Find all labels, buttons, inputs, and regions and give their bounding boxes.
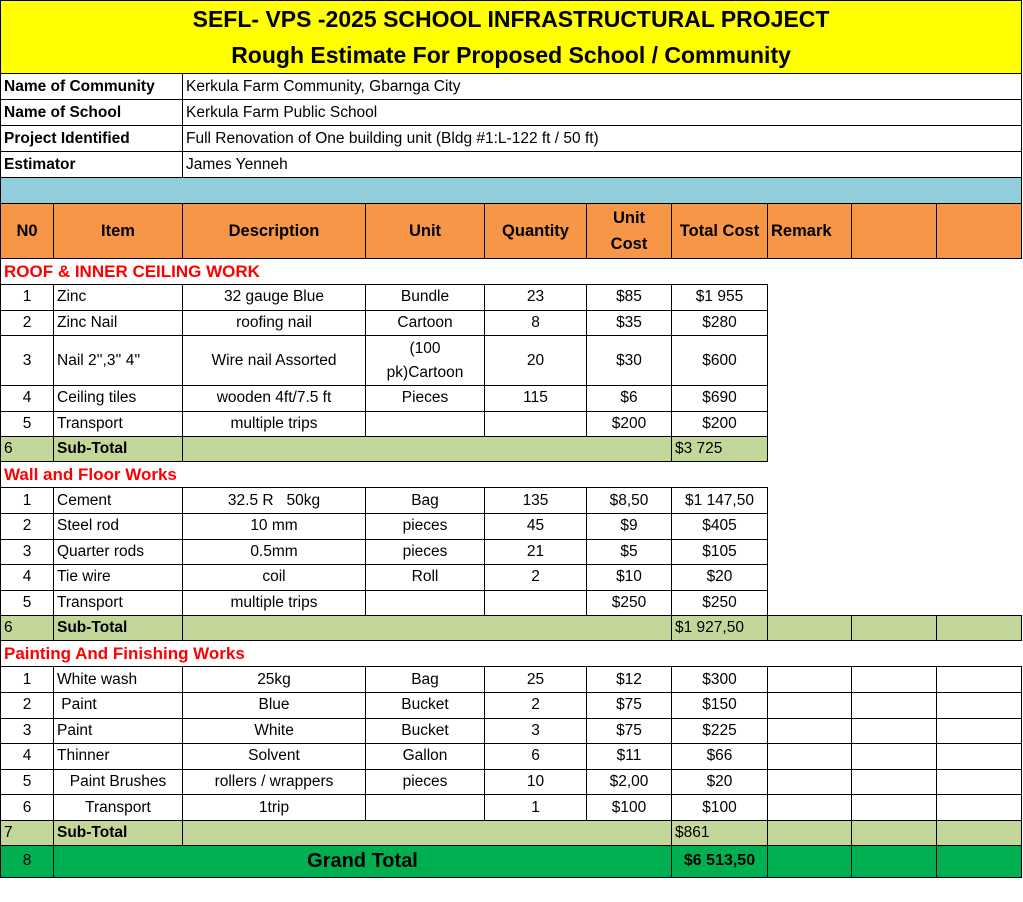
row-extra[interactable] xyxy=(937,769,1022,795)
row-item[interactable]: Steel rod xyxy=(54,513,183,539)
info-value[interactable]: Kerkula Farm Public School xyxy=(183,100,1022,126)
row-total[interactable]: $280 xyxy=(672,310,768,336)
row-unit[interactable]: Pieces xyxy=(366,386,485,412)
spacer-cell xyxy=(1,178,1022,204)
row-total[interactable]: $20 xyxy=(672,565,768,591)
row-quantity[interactable]: 23 xyxy=(485,285,587,311)
row-item[interactable]: Transport xyxy=(54,590,183,616)
header-description[interactable]: Description xyxy=(183,204,366,259)
row-unit[interactable] xyxy=(366,590,485,616)
row-unit-cost[interactable]: $2,00 xyxy=(587,769,672,795)
row-unit-cost[interactable]: $9 xyxy=(587,513,672,539)
row-unit[interactable]: Gallon xyxy=(366,744,485,770)
subtotal-empty[interactable] xyxy=(183,437,672,462)
row-unit[interactable] xyxy=(366,336,485,386)
row-unit[interactable]: Bucket xyxy=(366,692,485,718)
grand-total-amount[interactable]: $6 513,50 xyxy=(672,845,768,877)
row-unit-cost[interactable]: $10 xyxy=(587,565,672,591)
section-title[interactable]: ROOF & INNER CEILING WORK xyxy=(1,259,1022,285)
row-no[interactable]: 3 xyxy=(1,336,54,386)
row-total[interactable]: $600 xyxy=(672,336,768,386)
row-description[interactable]: rollers / wrappers xyxy=(183,769,366,795)
row-description[interactable]: 0.5mm xyxy=(183,539,366,565)
header-unit-cost-line2: Cost xyxy=(610,235,648,253)
row-quantity[interactable]: 10 xyxy=(485,769,587,795)
info-label[interactable]: Estimator xyxy=(1,152,183,178)
empty-cell xyxy=(768,539,1022,565)
row-total[interactable]: $405 xyxy=(672,513,768,539)
row-unit-cost[interactable]: $8,50 xyxy=(587,488,672,514)
row-description[interactable]: wooden 4ft/7.5 ft xyxy=(183,386,366,412)
row-item[interactable]: Quarter rods xyxy=(54,539,183,565)
row-unit-cost[interactable]: $6 xyxy=(587,386,672,412)
row-item[interactable]: Ceiling tiles xyxy=(54,386,183,412)
info-label[interactable]: Name of Community xyxy=(1,74,183,100)
row-unit[interactable]: Bundle xyxy=(366,285,485,311)
row-no[interactable]: 2 xyxy=(1,513,54,539)
empty-cell xyxy=(768,488,1022,514)
row-item[interactable]: Paint xyxy=(54,692,183,718)
table-row xyxy=(1,744,1022,770)
row-unit[interactable]: Roll xyxy=(366,565,485,591)
subtotal-remark[interactable] xyxy=(768,616,852,641)
row-remark[interactable] xyxy=(768,744,852,770)
subtotal-no[interactable]: 6 xyxy=(1,616,54,641)
subtotal-no[interactable]: 7 xyxy=(1,820,54,845)
row-description[interactable]: Blue xyxy=(183,692,366,718)
row-description[interactable]: 1trip xyxy=(183,795,366,821)
row-total[interactable]: $66 xyxy=(672,744,768,770)
row-unit[interactable]: Bag xyxy=(366,488,485,514)
row-unit-cost[interactable]: $100 xyxy=(587,795,672,821)
row-item[interactable]: Paint xyxy=(54,718,183,744)
row-extra[interactable] xyxy=(937,795,1022,821)
row-no[interactable]: 1 xyxy=(1,667,54,693)
row-total[interactable]: $300 xyxy=(672,667,768,693)
header-item[interactable]: Item xyxy=(54,204,183,259)
section-title[interactable]: Painting And Finishing Works xyxy=(1,641,1022,667)
grand-total-label[interactable]: Grand Total xyxy=(54,845,672,877)
row-unit[interactable] xyxy=(366,795,485,821)
row-total[interactable]: $200 xyxy=(672,411,768,437)
table-row xyxy=(1,488,1022,514)
row-unit[interactable]: pieces xyxy=(366,769,485,795)
row-quantity[interactable]: 8 xyxy=(485,310,587,336)
row-remark[interactable] xyxy=(768,692,852,718)
row-quantity[interactable]: 21 xyxy=(485,539,587,565)
row-description[interactable]: Solvent xyxy=(183,744,366,770)
row-total[interactable]: $20 xyxy=(672,769,768,795)
row-total[interactable]: $100 xyxy=(672,795,768,821)
row-remark[interactable] xyxy=(768,769,852,795)
row-extra[interactable] xyxy=(852,744,937,770)
row-unit[interactable] xyxy=(366,411,485,437)
table-row xyxy=(1,565,1022,591)
row-unit[interactable]: Cartoon xyxy=(366,310,485,336)
row-unit-cost[interactable]: $5 xyxy=(587,539,672,565)
subtotal-empty[interactable] xyxy=(183,616,672,641)
row-item[interactable]: Zinc Nail xyxy=(54,310,183,336)
row-description[interactable]: Wire nail Assorted xyxy=(183,336,366,386)
row-total[interactable]: $225 xyxy=(672,718,768,744)
empty-cell xyxy=(768,565,1022,591)
row-item[interactable]: Transport xyxy=(54,795,183,821)
row-quantity[interactable]: 2 xyxy=(485,692,587,718)
row-quantity[interactable] xyxy=(485,590,587,616)
row-extra[interactable] xyxy=(852,692,937,718)
table-row xyxy=(1,590,1022,616)
subtotal-no[interactable]: 6 xyxy=(1,437,54,462)
row-no[interactable]: 4 xyxy=(1,565,54,591)
row-extra[interactable] xyxy=(937,718,1022,744)
empty-cell xyxy=(768,590,1022,616)
info-row xyxy=(1,100,1022,126)
table-row xyxy=(1,411,1022,437)
section-title-row xyxy=(1,462,1022,488)
table-row xyxy=(1,386,1022,412)
row-description[interactable]: White xyxy=(183,718,366,744)
row-remark[interactable] xyxy=(768,667,852,693)
row-description[interactable]: 25kg xyxy=(183,667,366,693)
row-extra[interactable] xyxy=(852,718,937,744)
row-extra[interactable] xyxy=(852,795,937,821)
row-no[interactable]: 3 xyxy=(1,539,54,565)
row-no[interactable]: 5 xyxy=(1,411,54,437)
row-unit-cost[interactable]: $35 xyxy=(587,310,672,336)
row-item[interactable]: Thinner xyxy=(54,744,183,770)
row-quantity[interactable]: 6 xyxy=(485,744,587,770)
header-empty-cell[interactable] xyxy=(937,204,1022,259)
header-empty-cell[interactable] xyxy=(852,204,937,259)
row-item[interactable]: Cement xyxy=(54,488,183,514)
row-description[interactable]: 32.5 R 50kg xyxy=(183,488,366,514)
row-unit[interactable]: pieces xyxy=(366,513,485,539)
subtotal-total[interactable]: $1 927,50 xyxy=(672,616,768,641)
section-title-row xyxy=(1,641,1022,667)
row-no[interactable]: 1 xyxy=(1,488,54,514)
row-item[interactable]: Zinc xyxy=(54,285,183,311)
row-item[interactable]: Tie wire xyxy=(54,565,183,591)
row-unit-cost[interactable]: $30 xyxy=(587,336,672,386)
row-unit-cost[interactable]: $11 xyxy=(587,744,672,770)
empty-cell xyxy=(768,437,1022,462)
row-description[interactable]: multiple trips xyxy=(183,590,366,616)
row-quantity[interactable] xyxy=(485,411,587,437)
header-remark[interactable]: Remark xyxy=(768,204,852,259)
header-quantity[interactable]: Quantity xyxy=(485,204,587,259)
grand-total-remark[interactable] xyxy=(768,845,852,877)
row-unit-cost[interactable]: $75 xyxy=(587,718,672,744)
subtotal-empty[interactable] xyxy=(183,820,672,845)
row-extra[interactable] xyxy=(937,692,1022,718)
row-total[interactable]: $150 xyxy=(672,692,768,718)
row-no[interactable]: 5 xyxy=(1,769,54,795)
row-total[interactable]: $1 147,50 xyxy=(672,488,768,514)
header-unit-cost-line1: Unit xyxy=(612,209,646,227)
row-no[interactable]: 1 xyxy=(1,285,54,311)
section-title[interactable]: Wall and Floor Works xyxy=(1,462,1022,488)
row-unit-line2: pk)Cartoon xyxy=(386,363,464,381)
row-total[interactable]: $1 955 xyxy=(672,285,768,311)
table-row xyxy=(1,285,1022,311)
subtotal-remark[interactable] xyxy=(768,820,852,845)
subtotal-extra[interactable] xyxy=(852,820,937,845)
row-no[interactable]: 4 xyxy=(1,386,54,412)
empty-cell xyxy=(768,386,1022,412)
row-remark[interactable] xyxy=(768,718,852,744)
info-label[interactable]: Project Identified xyxy=(1,126,183,152)
row-unit[interactable]: pieces xyxy=(366,539,485,565)
row-extra[interactable] xyxy=(937,667,1022,693)
section-title-row xyxy=(1,259,1022,285)
subtotal-label[interactable]: Sub-Total xyxy=(54,820,183,845)
subtotal-label[interactable]: Sub-Total xyxy=(54,616,183,641)
row-no[interactable]: 3 xyxy=(1,718,54,744)
banner-title xyxy=(1,1,1022,74)
empty-cell xyxy=(768,513,1022,539)
row-quantity[interactable]: 25 xyxy=(485,667,587,693)
grand-total-extra[interactable] xyxy=(937,845,1022,877)
row-unit-cost[interactable]: $75 xyxy=(587,692,672,718)
row-quantity[interactable]: 135 xyxy=(485,488,587,514)
row-description[interactable]: 32 gauge Blue xyxy=(183,285,366,311)
subtotal-row xyxy=(1,616,1022,641)
row-unit-line1: (100 xyxy=(409,339,441,357)
table-row xyxy=(1,769,1022,795)
row-unit-cost[interactable]: $85 xyxy=(587,285,672,311)
row-item[interactable]: Nail 2'',3'' 4'' xyxy=(54,336,183,386)
subtotal-extra[interactable] xyxy=(852,616,937,641)
row-no[interactable]: 5 xyxy=(1,590,54,616)
row-unit[interactable]: Bucket xyxy=(366,718,485,744)
subtotal-total[interactable]: $3 725 xyxy=(672,437,768,462)
header-row xyxy=(1,204,1022,259)
row-unit-cost[interactable]: $12 xyxy=(587,667,672,693)
row-no[interactable]: 2 xyxy=(1,310,54,336)
subtotal-row xyxy=(1,820,1022,845)
row-description[interactable]: multiple trips xyxy=(183,411,366,437)
row-item[interactable]: White wash xyxy=(54,667,183,693)
row-description[interactable]: 10 mm xyxy=(183,513,366,539)
empty-cell xyxy=(768,336,1022,386)
table-row xyxy=(1,310,1022,336)
subtotal-label[interactable]: Sub-Total xyxy=(54,437,183,462)
header-total-cost[interactable]: Total Cost xyxy=(672,204,768,259)
grand-total-row xyxy=(1,845,1022,877)
row-unit-cost[interactable]: $200 xyxy=(587,411,672,437)
subtotal-row xyxy=(1,437,1022,462)
info-row xyxy=(1,126,1022,152)
row-quantity[interactable]: 115 xyxy=(485,386,587,412)
info-value[interactable]: Kerkula Farm Community, Gbarnga City xyxy=(183,74,1022,100)
row-no[interactable]: 2 xyxy=(1,692,54,718)
header-unit[interactable]: Unit xyxy=(366,204,485,259)
row-unit-cost[interactable]: $250 xyxy=(587,590,672,616)
subtotal-extra[interactable] xyxy=(937,616,1022,641)
row-total[interactable]: $690 xyxy=(672,386,768,412)
empty-cell xyxy=(768,285,1022,311)
row-item[interactable]: Transport xyxy=(54,411,183,437)
grand-total-extra[interactable] xyxy=(852,845,937,877)
row-unit[interactable]: Bag xyxy=(366,667,485,693)
row-quantity[interactable]: 20 xyxy=(485,336,587,386)
empty-cell xyxy=(768,310,1022,336)
row-no[interactable]: 4 xyxy=(1,744,54,770)
info-row xyxy=(1,74,1022,100)
row-extra[interactable] xyxy=(852,667,937,693)
table-row xyxy=(1,336,1022,386)
row-quantity[interactable]: 45 xyxy=(485,513,587,539)
spacer-row xyxy=(1,178,1022,204)
empty-cell xyxy=(768,411,1022,437)
grand-total-no[interactable]: 8 xyxy=(1,845,54,877)
row-quantity[interactable]: 2 xyxy=(485,565,587,591)
info-value[interactable]: Full Renovation of One building unit (Bldg #1:L-122 ft / 50 ft) xyxy=(183,126,1022,152)
row-no[interactable]: 6 xyxy=(1,795,54,821)
table-row xyxy=(1,795,1022,821)
row-total[interactable]: $105 xyxy=(672,539,768,565)
subtotal-total[interactable]: $861 xyxy=(672,820,768,845)
info-row xyxy=(1,152,1022,178)
row-description[interactable]: coil xyxy=(183,565,366,591)
row-remark[interactable] xyxy=(768,795,852,821)
row-item[interactable]: Paint Brushes xyxy=(54,769,183,795)
row-extra[interactable] xyxy=(937,744,1022,770)
banner-line-2: Rough Estimate For Proposed School / Community xyxy=(231,42,791,68)
table-row xyxy=(1,539,1022,565)
table-row xyxy=(1,667,1022,693)
row-total[interactable]: $250 xyxy=(672,590,768,616)
header-no[interactable]: N0 xyxy=(1,204,54,259)
row-quantity[interactable]: 1 xyxy=(485,795,587,821)
header-unit-cost[interactable] xyxy=(587,204,672,259)
subtotal-extra[interactable] xyxy=(937,820,1022,845)
info-label[interactable]: Name of School xyxy=(1,100,183,126)
row-extra[interactable] xyxy=(852,769,937,795)
banner-line-1: SEFL- VPS -2025 SCHOOL INFRASTRUCTURAL PROJECT xyxy=(192,6,830,32)
row-description[interactable]: roofing nail xyxy=(183,310,366,336)
info-value[interactable]: James Yenneh xyxy=(183,152,1022,178)
row-quantity[interactable]: 3 xyxy=(485,718,587,744)
table-row xyxy=(1,692,1022,718)
table-row xyxy=(1,718,1022,744)
table-row xyxy=(1,513,1022,539)
